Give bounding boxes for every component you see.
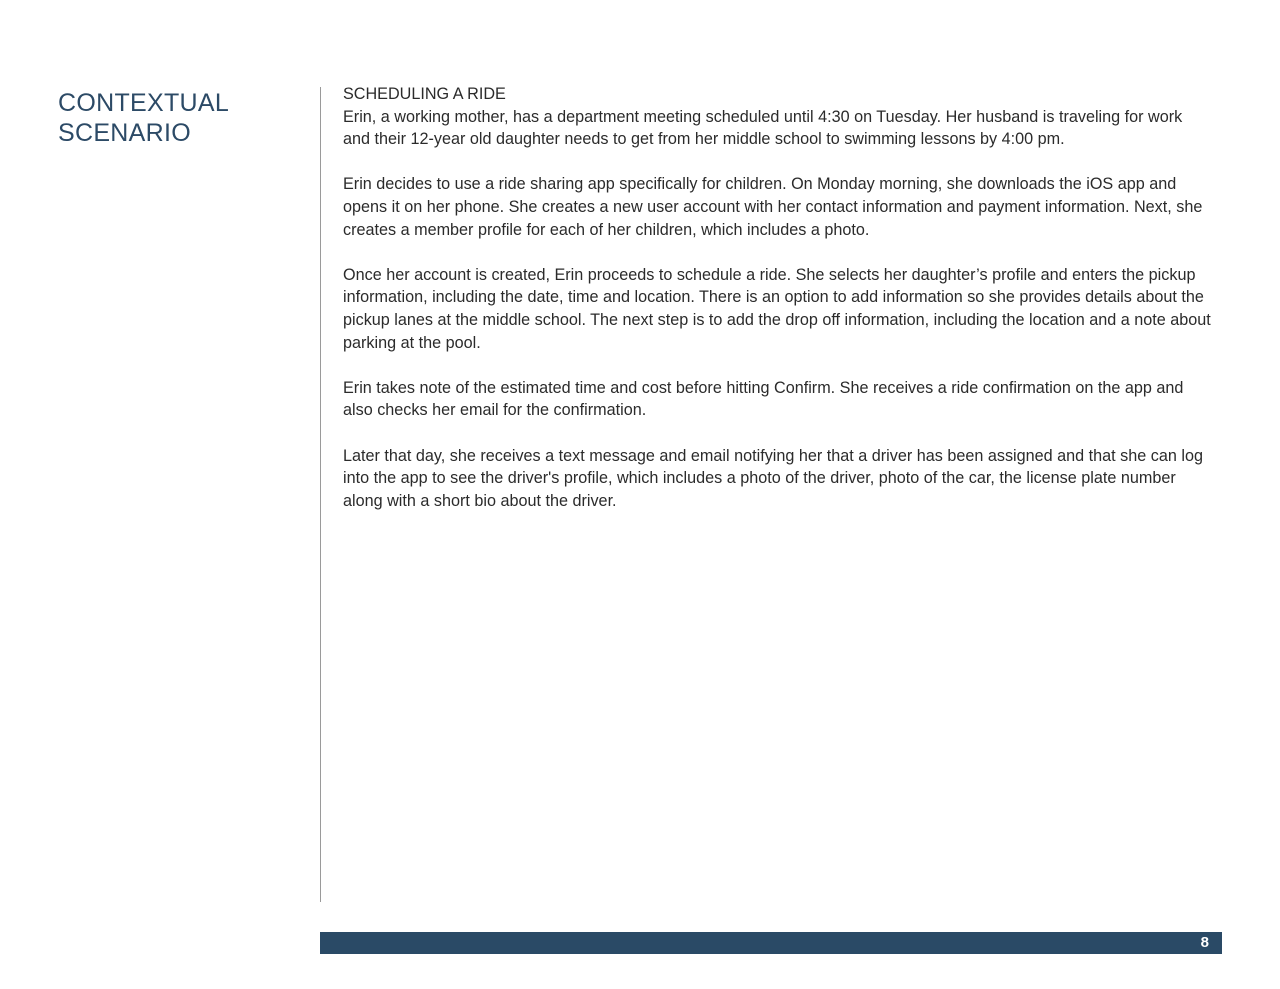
page-number: 8 (1200, 934, 1209, 951)
page-title (58, 88, 298, 148)
section-heading: SCHEDULING A RIDE (343, 85, 506, 103)
vertical-divider (320, 87, 321, 902)
scenario-paragraph-4: Erin takes note of the estimated time and cost before hitting Confirm. She receives a ride confirmation on the app and also checks her email for the confirmation. (343, 378, 1184, 420)
scenario-paragraph-2: Erin decides to use a ride sharing app specifically for children. On Monday morning, she downloads the iOS app and opens it on her phone. She creates a new user account with her contact information and payment information. Next, she creates a member profile for each of her children, which includes a photo. (343, 175, 1203, 239)
page-title-line-1: CONTEXTUAL (58, 89, 230, 117)
scenario-paragraph-3: Once her account is created, Erin proceeds to schedule a ride. She selects her daughter’s profile and enters the pickup information, including the date, time and location. There is an option to add information so she provides details about the pickup lanes at the middle school. The next step is to add the drop off information, including the location and a note about parking at the pool. (343, 265, 1211, 352)
scenario-paragraph-1: Erin, a working mother, has a department meeting scheduled until 4:30 on Tuesday. Her husband is traveling for work and their 12-year old daughter needs to get from her middle school to swimming lessons by 4:00 pm. (343, 107, 1183, 149)
scenario-content (343, 83, 1213, 535)
page-title-line-2: SCENARIO (58, 119, 191, 147)
footer-bar (320, 932, 1222, 954)
scenario-paragraph-5: Later that day, she receives a text message and email notifying her that a driver has been assigned and that she can log into the app to see the driver's profile, which includes a photo of the driver, photo of the car, the license plate number along with a short bio about the driver. (343, 446, 1203, 510)
